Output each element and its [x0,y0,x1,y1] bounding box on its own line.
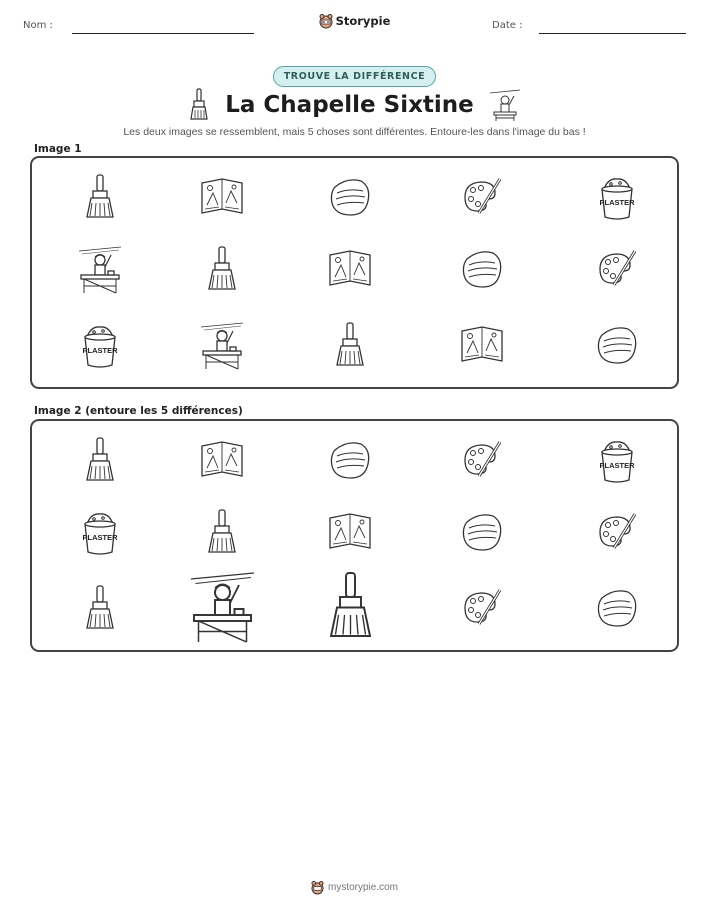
image2-panel[interactable] [30,419,679,652]
date-line[interactable] [539,33,686,34]
painter-on-scaffold-icon [199,321,245,371]
image1-cell-r2-c2 [192,240,252,300]
image2-cell-r1-c4[interactable] [452,431,512,491]
fresco-painting-icon [199,173,245,223]
page-title: La Chapelle Sixtine [225,92,474,118]
paint-palette-icon [459,436,505,486]
image1-cell-r1-c2 [192,168,252,228]
painter-on-scaffold-icon [488,88,522,122]
image2-cell-r2-c3[interactable] [320,503,380,563]
plaster-stone-icon [459,508,505,558]
plaster-bucket-icon [594,436,640,486]
image2-cell-r1-c2[interactable] [192,431,252,491]
brand-name: Storypie [335,14,391,28]
image2-cell-r3-c1[interactable] [70,579,130,639]
svg-text:PLASTER: PLASTER [599,198,635,207]
image1-cell-r2-c4 [452,240,512,300]
paintbrush-icon [327,321,373,371]
activity-badge: TROUVE LA DIFFÉRENCE [273,66,437,87]
svg-text:PLASTER: PLASTER [82,533,118,542]
image2-cell-r3-c5[interactable] [587,579,647,639]
image2-cell-r2-c5[interactable] [587,503,647,563]
brand-logo [0,13,709,34]
footer-url[interactable]: mystorypie.com [327,882,398,893]
paint-palette-icon [594,508,640,558]
storypie-mascot-icon [311,880,324,895]
image2-cell-r1-c5[interactable] [587,431,647,491]
image1-cell-r3-c4 [452,316,512,376]
paintbrush-icon [77,584,123,634]
image2-cell-r1-c1[interactable] [70,431,130,491]
image2-label: Image 2 (entoure les 5 différences) [34,405,243,417]
image1-cell-r3-c3 [320,316,380,376]
plaster-bucket-icon [594,173,640,223]
paintbrush-icon [187,88,211,122]
painter-on-scaffold-icon [188,570,257,645]
paintbrush-icon [77,173,123,223]
date-label: Date : [492,20,523,31]
paintbrush-icon [199,508,245,558]
plaster-stone-icon [459,245,505,295]
image1-label: Image 1 [34,143,82,155]
image1-cell-r1-c4 [452,168,512,228]
image1-cell-r3-c2 [192,316,252,376]
painter-on-scaffold-icon [77,245,123,295]
plaster-stone-icon [327,173,373,223]
plaster-bucket-icon [77,508,123,558]
image1-cell-r2-c1 [70,240,130,300]
fresco-painting-icon [327,245,373,295]
fresco-painting-icon [459,321,505,371]
image1-cell-r3-c5 [587,316,647,376]
image1-cell-r3-c1 [70,316,130,376]
fresco-painting-icon [327,508,373,558]
name-label: Nom : [23,20,53,31]
image2-cell-r1-c3[interactable] [320,431,380,491]
image1-cell-r1-c1 [70,168,130,228]
fresco-painting-icon [199,436,245,486]
image2-cell-r3-c3[interactable] [310,567,390,647]
image1-panel [30,156,679,389]
image1-cell-r1-c5 [587,168,647,228]
image1-cell-r1-c3 [320,168,380,228]
image1-cell-r2-c5 [587,240,647,300]
paint-palette-icon [459,173,505,223]
image2-cell-r2-c2[interactable] [192,503,252,563]
plaster-stone-icon [327,436,373,486]
paint-palette-icon [459,584,505,634]
svg-text:PLASTER: PLASTER [82,346,118,355]
storypie-mascot-icon [319,13,333,29]
plaster-bucket-icon [77,321,123,371]
image2-cell-r2-c1[interactable] [70,503,130,563]
paintbrush-icon [199,245,245,295]
instructions: Les deux images se ressemblent, mais 5 choses sont différentes. Entoure-les dans l'image du bas ! [123,126,586,138]
image2-cell-r3-c4[interactable] [452,579,512,639]
plaster-stone-icon [594,321,640,371]
paint-palette-icon [594,245,640,295]
image2-cell-r2-c4[interactable] [452,503,512,563]
plaster-stone-icon [594,584,640,634]
svg-text:PLASTER: PLASTER [599,461,635,470]
paintbrush-icon [77,436,123,486]
image1-cell-r2-c3 [320,240,380,300]
paintbrush-icon [316,570,385,645]
image2-cell-r3-c2[interactable] [182,567,262,647]
